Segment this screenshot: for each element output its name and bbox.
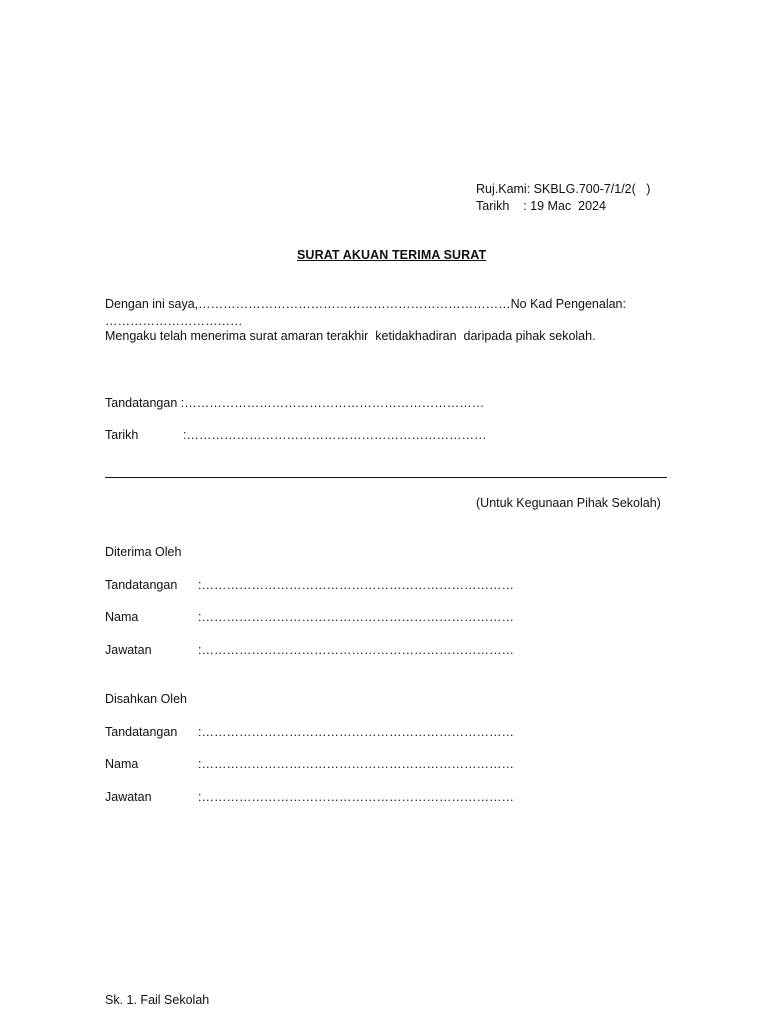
office-use-note: (Untuk Kegunaan Pihak Sekolah) <box>476 496 661 510</box>
approved-by-heading: Disahkan Oleh <box>105 692 187 706</box>
date-label: Tarikh <box>105 428 139 442</box>
received-position-label: Jawatan <box>105 643 152 657</box>
date-line: :……………………………………………………………… <box>183 428 487 442</box>
approved-name-label: Nama <box>105 757 139 771</box>
received-signature-line: :………………………………………………………………… <box>198 578 514 592</box>
approved-signature-line: :………………………………………………………………… <box>198 725 514 739</box>
approved-position-label: Jawatan <box>105 790 152 804</box>
received-signature-label: Tandatangan <box>105 578 178 592</box>
received-position-line: :………………………………………………………………… <box>198 643 514 657</box>
signature-line: Tandatangan :……………………………………………………………… <box>105 396 485 410</box>
document-title: SURAT AKUAN TERIMA SURAT <box>297 248 487 262</box>
received-by-heading: Diterima Oleh <box>105 545 182 559</box>
reference-number: Ruj.Kami: SKBLG.700-7/1/2( ) <box>476 182 651 196</box>
approved-signature-label: Tandatangan <box>105 725 178 739</box>
section-divider <box>105 477 667 478</box>
declaration-line-2: …………………………… <box>105 314 243 328</box>
reference-date: Tarikh : 19 Mac 2024 <box>476 199 606 213</box>
declaration-line-3: Mengaku telah menerima surat amaran terakhir ketidakhadiran daripada pihak sekolah. <box>105 329 596 343</box>
approved-name-line: :………………………………………………………………… <box>198 757 514 771</box>
declaration-line-1: Dengan ini saya,…………………………………………………………………No Kad Pengenalan: <box>105 297 626 311</box>
approved-position-line: :………………………………………………………………… <box>198 790 514 804</box>
received-name-line: :………………………………………………………………… <box>198 610 514 624</box>
footer-copy-note: Sk. 1. Fail Sekolah <box>105 993 210 1007</box>
received-name-label: Nama <box>105 610 139 624</box>
